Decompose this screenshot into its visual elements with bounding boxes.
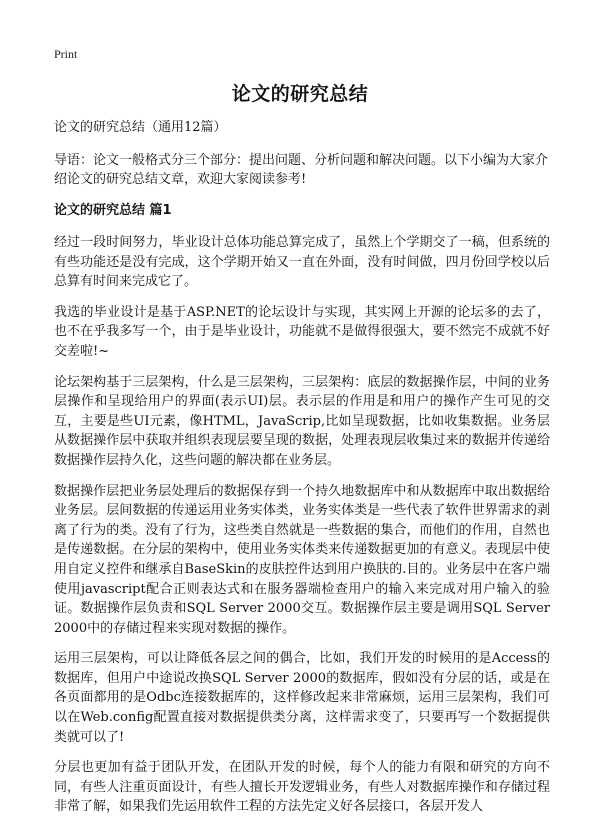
document-subtitle: 论文的研究总结（通用12篇） bbox=[54, 120, 227, 135]
body-paragraph: 数据操作层把业务层处理后的数据保存到一个持久地数据库中和从数据库中取出数据给业务层。层间数据的传递运用业务实体类，业务实体类是一些代表了软件世界需求的剥离了行为的类。没有了行为，这些类自然就是一些数据的集合，而他们的作用，自然也是传递数据。在分层的架构中，使用业务实体类来传递数据更加的有意义。表现层中使用自定义控件和继承自BaseSkin的皮肤控件达到用户换肤的.目的。业务层中在客户端使用javascript配合正则表达式和在服务器端检查用户的输入来完成对用户输入的验证。数据操作层负责和SQL Server 2000交互。数据操作层主要是调用SQL Server 2000中的存储过程来实现对数据的操作。 bbox=[54, 483, 550, 636]
body-paragraph: 论坛架构基于三层架构，什么是三层架构，三层架构：底层的数据操作层，中间的业务层操作和呈现给用户的界面(表示UI)层。表示层的作用是和用户的操作产生可见的交互，主要是些UI元素，像HTML，JavaScrip,比如呈现数据，比如收集数据。业务层从数据操作层中获取并组织表现层要呈现的数据，处理表现层收集过来的数据并传递给数据操作层持久化，这些问题的解决都在业务层。 bbox=[54, 374, 550, 468]
document-body bbox=[54, 118, 550, 828]
section-heading: 论文的研究总结 篇1 bbox=[54, 203, 172, 218]
print-link[interactable]: Print bbox=[54, 47, 78, 61]
body-paragraph: 经过一段时间努力，毕业设计总体功能总算完成了，虽然上个学期交了一稿，但系统的有些功能还是没有完成，这个学期开始又一直在外面，没有时间做，四月份回学校以后总算有时间来完成它了。 bbox=[54, 235, 550, 290]
body-paragraph: 分层也更加有益于团队开发，在团队开发的时候，每个人的能力有限和研究的方向不同，有些人注重页面设计，有些人擅长开发逻辑业务，有些人对数据库操作和存储过程非常了解，如果我们先运用软件工程的方法先定义好各层接口，各层开发人 bbox=[54, 760, 550, 815]
intro-paragraph: 导语：论文一般格式分三个部分：提出问题、分析问题和解决问题。以下小编为大家介绍论文的研究总结文章，欢迎大家阅读参考! bbox=[54, 153, 549, 187]
page-title: 论文的研究总结 bbox=[231, 83, 369, 105]
body-paragraph: 运用三层架构，可以让降低各层之间的偶合，比如，我们开发的时候用的是Access的数据库，但用户中途说改换SQL Server 2000的数据库，假如没有分层的话，或是在各页面都用的是Odbc连接数据库的，这样修改起来非常麻烦，运用三层架构，我们可以在Web.config配置直接对数据提供类分离，这样需求变了，只要再写一个数据提供类就可以了! bbox=[54, 651, 550, 745]
body-paragraph: 我选的毕业设计是基于ASP.NET的论坛设计与实现，其实网上开源的论坛多的去了，也不在乎我多写一个，由于是毕业设计，功能就不是做得很强大，要不然完不成就不好交差啦!~ bbox=[54, 304, 550, 359]
